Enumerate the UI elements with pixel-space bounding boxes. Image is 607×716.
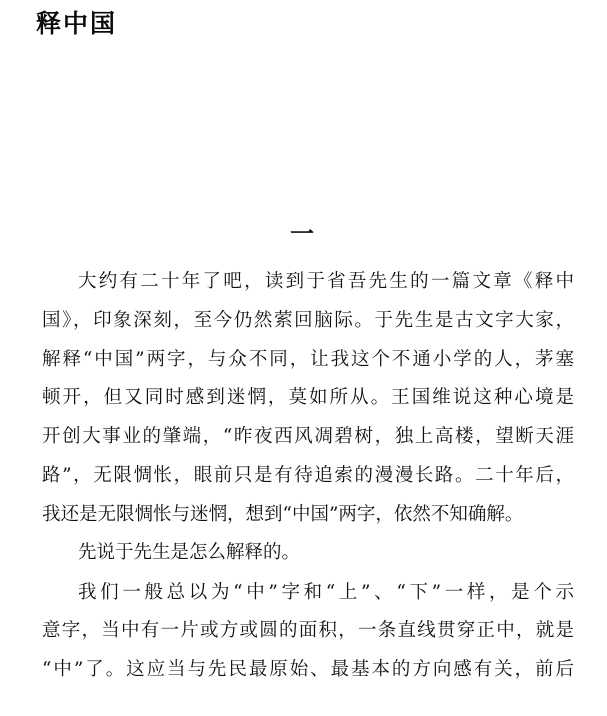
paragraph-line: 我们一般总以为“中”字和“上”、“下”一样，是个示 bbox=[78, 582, 574, 603]
paragraph-line: 大约有二十年了吧，读到于省吾先生的一篇文章《释中 bbox=[78, 271, 574, 292]
section-number: 一 bbox=[290, 219, 314, 248]
paragraph-line: 意字，当中有一片或方或圆的面积，一条直线贯穿正中，就是 bbox=[42, 620, 574, 641]
paragraph-line: 国》，印象深刻，至今仍然萦回脑际。于先生是古文字大家， bbox=[42, 310, 574, 331]
paragraph-line: 顿开，但又同时感到迷惘，莫如所从。王国维说这种心境是 bbox=[42, 387, 574, 408]
paragraph-line: “中”了。这应当与先民最原始、最基本的方向感有关，前后 bbox=[42, 659, 574, 680]
paragraph-line: 开创大事业的肇端，“昨夜西风凋碧树，独上高楼，望断天涯 bbox=[42, 426, 574, 447]
paragraph-line: 我还是无限惆怅与迷惘，想到“中国”两字，依然不知确解。 bbox=[42, 504, 524, 525]
paragraph-line: 先说于先生是怎么解释的。 bbox=[78, 542, 301, 563]
paragraph-line: 解释“中国”两字，与众不同，让我这个不通小学的人，茅塞 bbox=[42, 349, 574, 370]
paragraph-line: 路”，无限惆怅，眼前只是有待追索的漫漫长路。二十年后， bbox=[42, 465, 574, 486]
document-title: 释中国 bbox=[36, 9, 118, 38]
